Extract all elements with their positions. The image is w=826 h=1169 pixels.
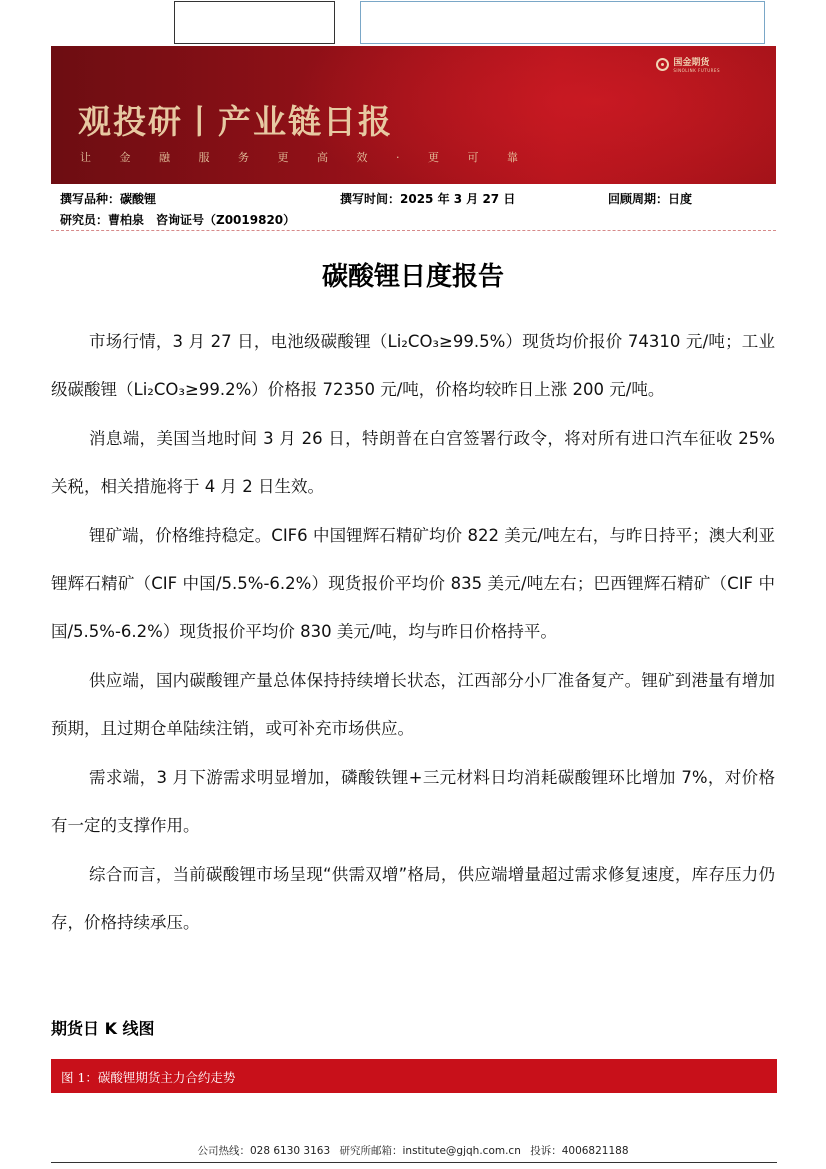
meta-write-time: 撰写时间：2025 年 3 月 27 日 — [340, 192, 516, 206]
footer-complaint: 投诉：4006821188 — [530, 1145, 629, 1157]
paragraph-news: 消息端，美国当地时间 3 月 26 日，特朗普在白宫签署行政令，将对所有进口汽车征收 25%关税，相关措施将于 4 月 2 日生效。 — [51, 429, 775, 496]
paragraph-market: 市场行情，3 月 27 日，电池级碳酸锂（Li₂CO₃≥99.5%）现货均价报价 74310 元/吨；工业级碳酸锂（Li₂CO₃≥99.2%）价格报 72350 元/吨，价格均较昨日上涨 200 元/吨。 — [51, 332, 775, 399]
figure-caption: 图 1：碳酸锂期货主力合约走势 — [61, 1070, 236, 1085]
banner-title: 观投研丨产业链日报 — [78, 102, 393, 141]
figure-caption-bar — [51, 1059, 777, 1093]
paragraph-summary: 综合而言，当前碳酸锂市场呈现“供需双增”格局，供应端增量超过需求修复速度，库存压力仍存，价格持续承压。 — [51, 865, 775, 932]
banner-slogan: 让 金 融 服 务 更 高 效 · 更 可 靠 — [80, 151, 531, 164]
footer-divider — [51, 1162, 777, 1163]
footer-hotline: 公司热线：028 6130 3163 — [197, 1145, 331, 1157]
paragraph-supply: 供应端，国内碳酸锂产量总体保持持续增长状态，江西部分小厂准备复产。锂矿到港量有增加预期，且过期仓单陆续注销，或可补充市场供应。 — [51, 671, 775, 738]
brand-logo — [656, 55, 720, 73]
meta-review-cycle: 回顾周期：日度 — [608, 192, 693, 206]
brand-english-name: SINOLINK FUTURES — [673, 68, 720, 73]
paragraph-demand: 需求端，3 月下游需求明显增加，磷酸铁锂+三元材料日均消耗碳酸锂环比增加 7%，对价格有一定的支撑作用。 — [51, 768, 775, 835]
report-banner — [51, 46, 776, 184]
document-title: 碳酸锂日度报告 — [321, 262, 504, 292]
meta-divider — [51, 230, 776, 231]
paragraph-ore: 锂矿端，价格维持稳定。CIF6 中国锂辉石精矿均价 822 美元/吨左右，与昨日持平；澳大利亚锂辉石精矿（CIF 中国/5.5%-6.2%）现货报价平均价 835 美元/吨左右；巴西锂辉石精矿（CIF 中国/5.5%-6.2%）现货报价平均价 830 美元/吨，均与昨日价格持平。 — [51, 526, 775, 641]
blank-frame-right — [360, 1, 765, 44]
meta-variety: 撰写品种：碳酸锂 — [60, 192, 157, 206]
section-title-kline: 期货日 K 线图 — [51, 1019, 155, 1038]
page-footer — [0, 1143, 826, 1158]
blank-frame-left — [174, 1, 335, 44]
meta-analyst: 研究员：曹柏泉 咨询证号（Z0019820） — [60, 213, 296, 227]
brand-name: 国金期货 — [673, 58, 710, 68]
footer-email: 研究所邮箱：institute@gjqh.com.cn — [339, 1145, 521, 1157]
company-logo-icon — [656, 58, 669, 71]
